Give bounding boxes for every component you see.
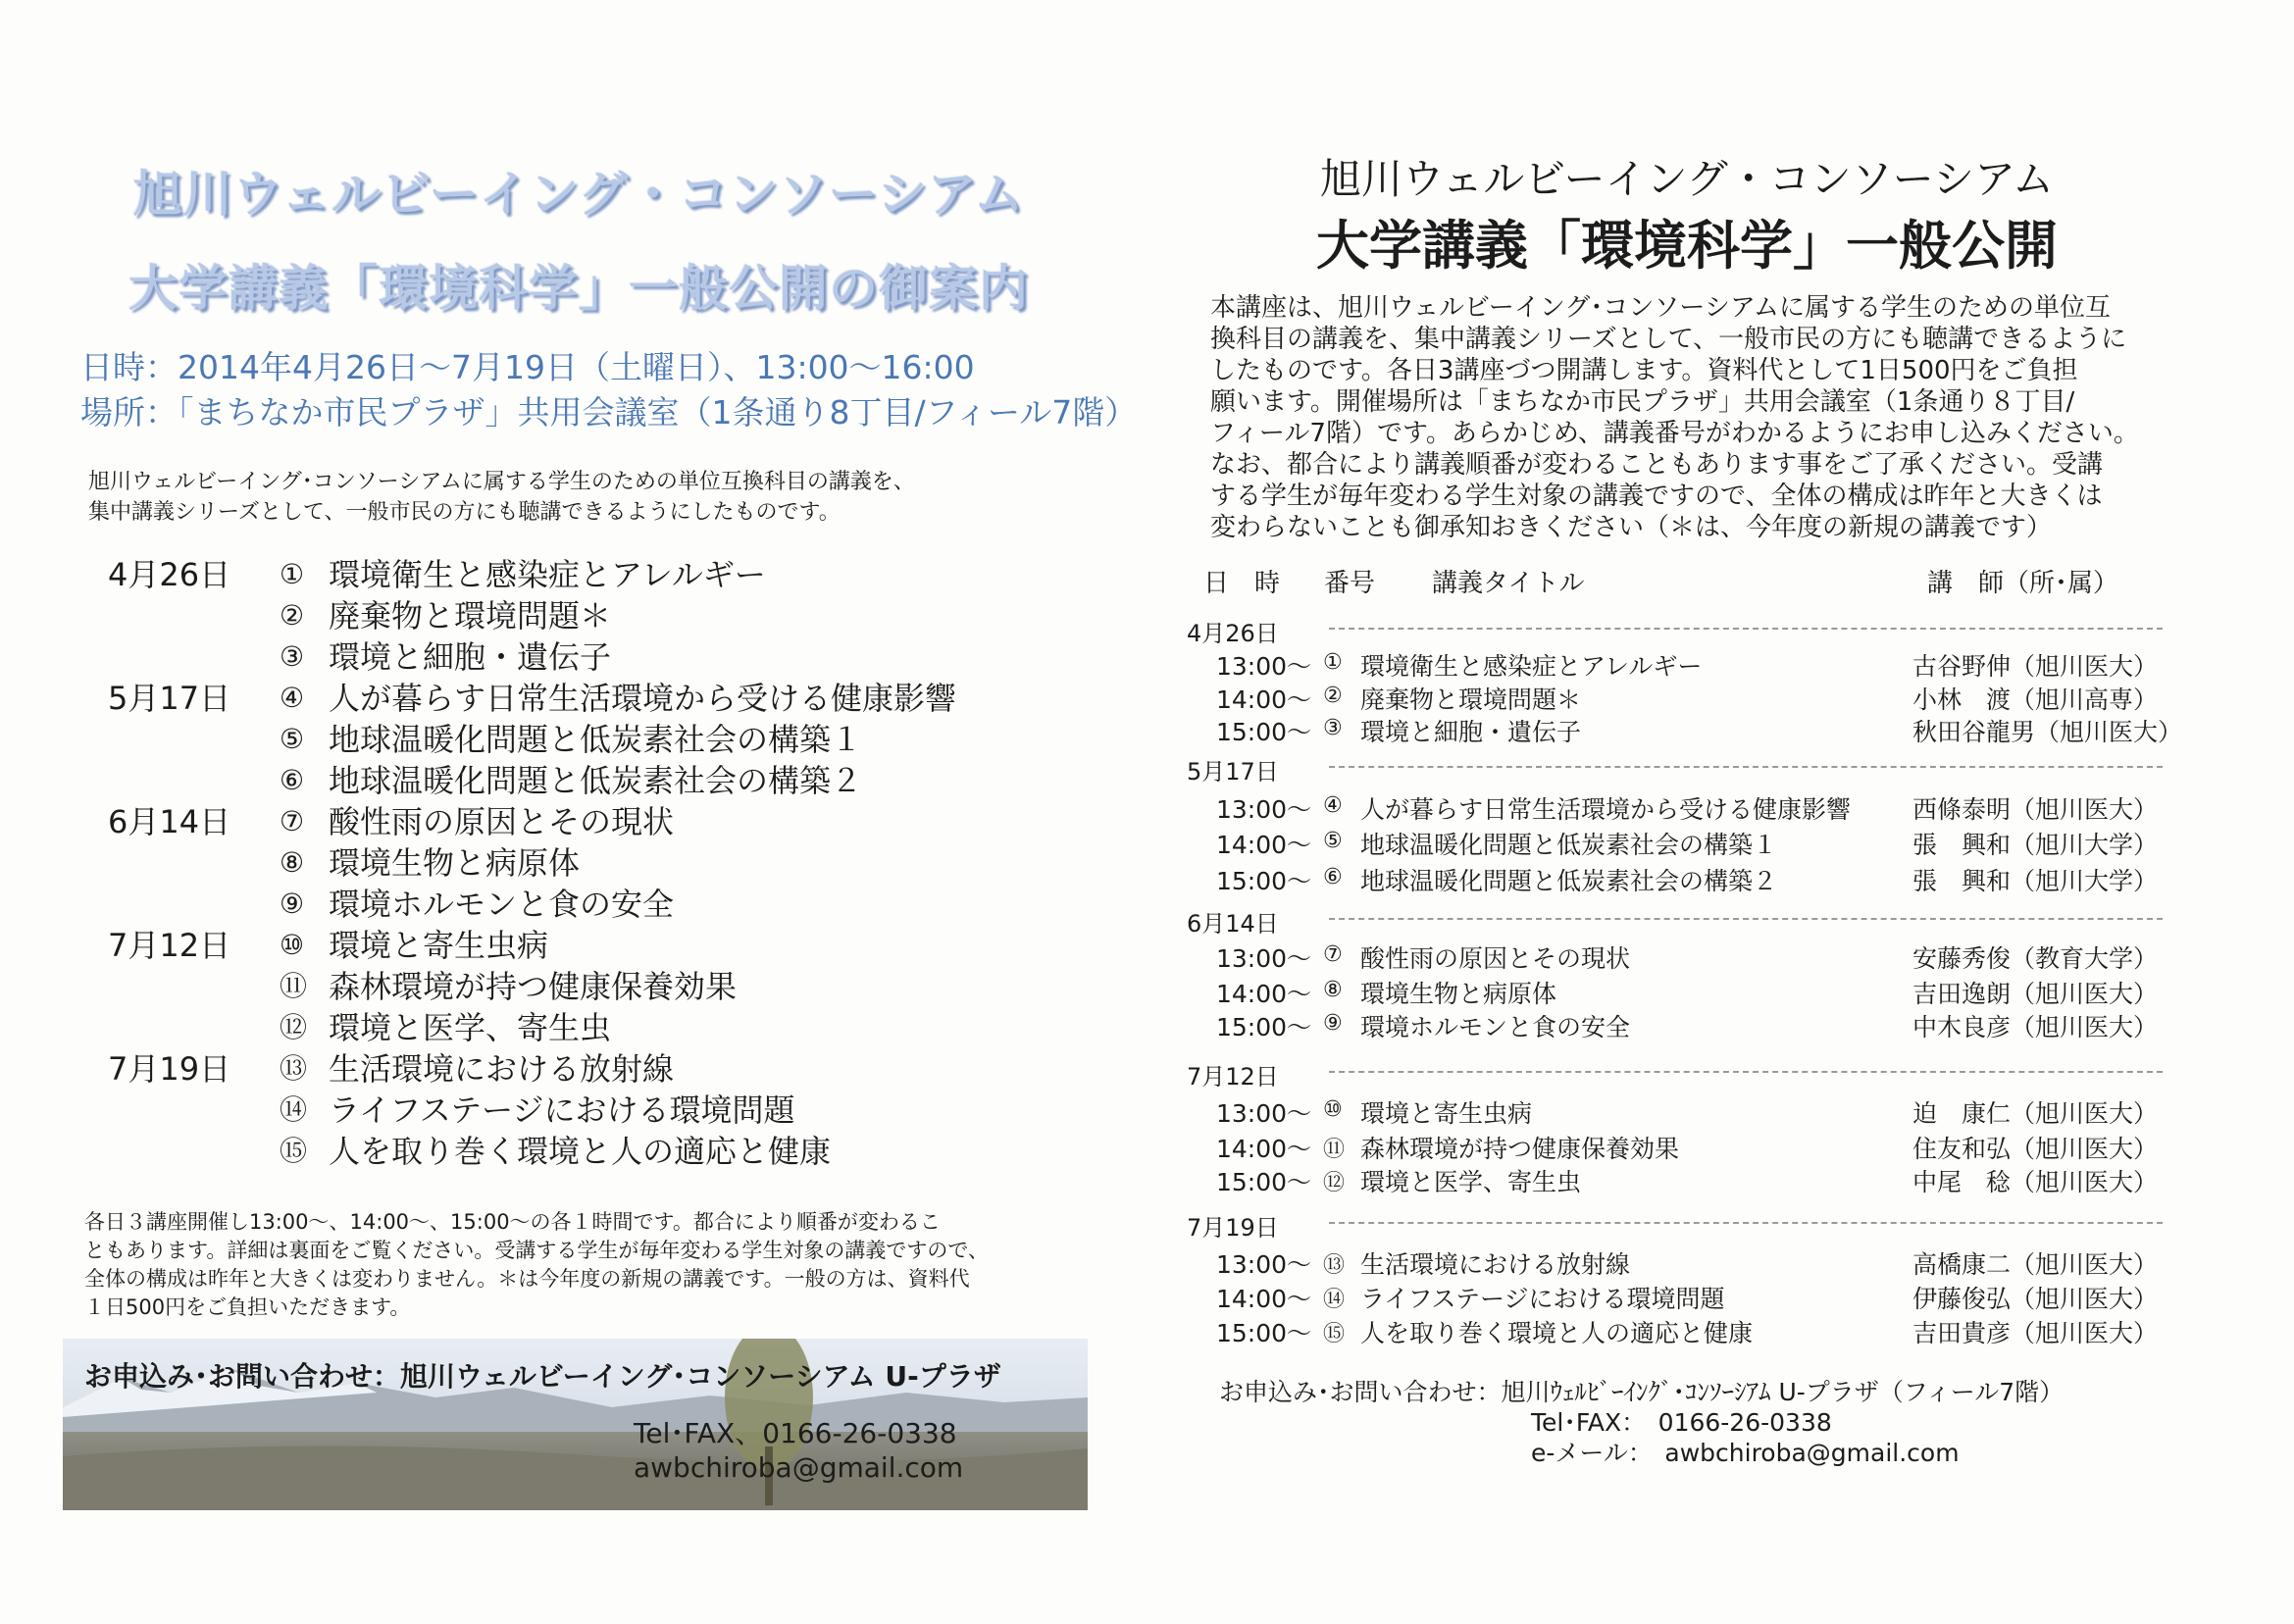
row-title: 生活環境における放射線	[1360, 1250, 1631, 1279]
lecture-title: 環境と寄生虫病	[329, 927, 549, 964]
row-number: ⑭	[1323, 1288, 1346, 1312]
table-row	[1208, 681, 2189, 716]
left-schedule-day	[108, 801, 1069, 925]
left-lecture	[280, 925, 737, 966]
row-lecturer: 中木良彦（旭川医大）	[1912, 1013, 2159, 1041]
left-intro-line: 集中講義シリーズとして、一般市民の方にも聴講できるようにしたものです。	[88, 500, 841, 525]
row-number: ⑦	[1323, 942, 1343, 967]
row-time: 14:00〜	[1215, 1285, 1311, 1313]
row-lecturer: 秋田谷龍男（旭川医大）	[1912, 718, 2183, 746]
table-row	[1208, 1245, 2189, 1281]
left-schedule-day	[108, 678, 1069, 801]
lecture-number: ⑦	[280, 805, 305, 837]
row-lecturer: 吉田貴彦（旭川医大）	[1912, 1319, 2159, 1347]
left-note-line: 各日３講座開催し13:00〜、14:00〜、15:00〜の各１時間です。都合により順番が変わるこ	[84, 1210, 941, 1234]
row-time: 15:00〜	[1215, 867, 1311, 895]
right-title: 大学講義「環境科学」一般公開	[1316, 215, 2058, 277]
right-intro-line: したものです。各日3講座づつ開講します。資料代として1日500円をご負担	[1210, 356, 2078, 385]
row-time: 13:00〜	[1215, 652, 1311, 681]
right-contact-email: e-メール： awbchiroba@gmail.com	[1531, 1439, 1960, 1467]
row-lecturer: 安藤秀俊（教育大学）	[1912, 944, 2159, 973]
left-schedule	[108, 554, 1069, 1172]
left-schedule-date: 7月12日	[108, 927, 231, 964]
header-date: 日 時	[1203, 569, 1281, 598]
lecture-title: 地球温暖化問題と低炭素社会の構築１	[329, 721, 863, 758]
row-time: 14:00〜	[1215, 980, 1311, 1008]
row-title: 環境衛生と感染症とアレルギー	[1360, 652, 1703, 681]
left-place: 場所：「まちなか市民プラザ」共用会議室（1条通り8丁目/フィール7階）	[80, 393, 1138, 431]
right-intro-line: なお、都合により講義順番が変わることもあります事をご了承ください。受講	[1210, 450, 2104, 480]
row-time: 13:00〜	[1215, 1099, 1311, 1128]
header-number: 番号	[1324, 569, 1376, 598]
lecture-number: ⑩	[280, 929, 305, 961]
left-title-line1: 旭川ウェルビーイング・コンソーシアム	[132, 166, 1025, 223]
lecture-title: 森林環境が持つ健康保養効果	[329, 968, 738, 1005]
left-contact-tel: Tel･FAX、0166-26-0338	[634, 1417, 957, 1449]
schedule-date: 4月26日	[1187, 620, 1279, 647]
row-time: 14:00〜	[1215, 685, 1311, 714]
row-title: 酸性雨の原因とその現状	[1360, 944, 1631, 973]
left-lecture	[280, 678, 956, 719]
row-lecturer: 迫 康仁（旭川医大）	[1912, 1099, 2159, 1128]
left-schedule-day	[108, 1048, 1069, 1172]
lecture-number: ②	[280, 599, 305, 632]
lecture-title: 酸性雨の原因とその現状	[329, 803, 675, 840]
table-row	[1208, 790, 2189, 826]
left-datetime-block	[80, 345, 1137, 435]
right-intro-line: 換科目の講義を、集中講義シリーズとして、一般市民の方にも聴講できるように	[1210, 325, 2127, 354]
left-lecture	[280, 636, 766, 678]
divider	[1329, 766, 2163, 768]
left-lecture	[280, 1007, 737, 1048]
lecture-number: ⑤	[280, 723, 305, 755]
schedule-date: 6月14日	[1187, 910, 1279, 938]
row-title: 森林環境が持つ健康保養効果	[1360, 1135, 1680, 1163]
left-lecture	[280, 1048, 831, 1090]
table-row	[1208, 1130, 2189, 1165]
row-number: ⑪	[1323, 1138, 1346, 1162]
table-row	[1208, 1094, 2189, 1130]
row-lecturer: 吉田逸朗（旭川医大）	[1912, 980, 2159, 1008]
right-intro-line: フィール7階）です。あらかじめ、講義番号がわかるようにお申し込みください。	[1210, 419, 2139, 448]
right-intro	[1210, 292, 2152, 543]
left-lecture	[280, 554, 766, 595]
lecture-number: ⑭	[280, 1093, 308, 1126]
lecture-title: 生活環境における放射線	[329, 1050, 675, 1088]
right-intro-line: 変わらないことも御承知おきください（＊は、今年度の新規の講義です）	[1210, 513, 2053, 542]
left-lecture	[280, 595, 766, 636]
lecture-number: ④	[280, 682, 305, 714]
table-row	[1208, 1280, 2189, 1315]
left-intro-line: 旭川ウェルビーイング･コンソーシアムに属する学生のための単位互換科目の講義を、	[88, 470, 915, 494]
row-lecturer: 張 興和（旭川大学）	[1912, 831, 2159, 859]
row-lecturer: 伊藤俊弘（旭川医大）	[1912, 1285, 2159, 1313]
row-number: ③	[1323, 716, 1343, 740]
row-time: 15:00〜	[1215, 1013, 1311, 1041]
left-contact-heading: お申込み･お問い合わせ：旭川ウェルビーイング･コンソーシアム U-プラザ	[84, 1360, 1001, 1393]
row-number: ⑤	[1323, 829, 1343, 853]
row-number: ⑨	[1323, 1011, 1343, 1036]
left-contact	[84, 1355, 1075, 1484]
left-lecture	[280, 801, 674, 842]
left-note-line: １日500円をご負担いただきます。	[84, 1295, 411, 1319]
row-lecturer: 中尾 稔（旭川医大）	[1912, 1168, 2159, 1196]
right-intro-line: する学生が毎年変わる学生対象の講義ですので、全体の構成は昨年と大きくは	[1210, 482, 2103, 511]
left-note	[84, 1208, 1075, 1322]
schedule-table-header	[1201, 563, 2182, 596]
table-row	[1208, 975, 2189, 1010]
row-number: ①	[1323, 650, 1343, 675]
lecture-number: ⑧	[280, 846, 305, 879]
row-number: ⑮	[1323, 1322, 1346, 1346]
row-time: 13:00〜	[1215, 1250, 1311, 1279]
lecture-title: ライフステージにおける環境問題	[329, 1091, 795, 1129]
right-contact-tel: Tel･FAX： 0166-26-0338	[1531, 1408, 1832, 1437]
table-row	[1208, 1008, 2189, 1043]
row-time: 14:00〜	[1215, 1135, 1311, 1163]
lecture-title: 環境と細胞・遺伝子	[329, 638, 612, 676]
table-row	[1208, 826, 2189, 861]
row-lecturer: 古谷野伸（旭川医大）	[1912, 652, 2159, 681]
left-intro	[88, 467, 1069, 528]
lecture-title: 環境生物と病原体	[329, 844, 581, 882]
lecture-title: 廃棄物と環境問題＊	[329, 597, 612, 634]
left-schedule-date: 4月26日	[108, 556, 231, 593]
lecture-title: 地球温暖化問題と低炭素社会の構築２	[329, 762, 863, 799]
lecture-title: 環境衛生と感染症とアレルギー	[329, 556, 766, 593]
left-note-line: 全体の構成は昨年と大きくは変わりません。＊は今年度の新規の講義です。一般の方は、資料代	[84, 1267, 970, 1291]
row-number: ④	[1323, 793, 1343, 818]
right-intro-line: 願います。開催場所は「まちなか市民プラザ」共用会議室（1条通り８丁目/	[1210, 387, 2075, 417]
lecture-number: ⑨	[280, 888, 305, 920]
table-row	[1208, 647, 2189, 683]
lecture-title: 環境と医学、寄生虫	[329, 1009, 612, 1046]
schedule-date: 5月17日	[1187, 758, 1279, 786]
row-time: 15:00〜	[1215, 1168, 1311, 1196]
table-row	[1208, 1314, 2189, 1349]
lecture-number: ⑮	[280, 1135, 308, 1167]
divider	[1329, 918, 2163, 920]
left-lecture	[280, 760, 956, 801]
row-time: 13:00〜	[1215, 944, 1311, 973]
row-title: 環境ホルモンと食の安全	[1360, 1013, 1631, 1041]
lecture-number: ①	[280, 558, 305, 590]
table-row	[1208, 939, 2189, 975]
row-lecturer: 高橋康二（旭川医大）	[1912, 1250, 2159, 1279]
lecture-number: ⑫	[280, 1011, 308, 1043]
schedule-date: 7月19日	[1187, 1214, 1279, 1242]
left-schedule-date: 5月17日	[108, 680, 231, 717]
row-time: 13:00〜	[1215, 795, 1311, 824]
right-contact	[1219, 1377, 2161, 1468]
row-number: ⑧	[1323, 978, 1343, 1002]
table-row	[1208, 862, 2189, 897]
row-title: 人が暮らす日常生活環境から受ける健康影響	[1360, 795, 1852, 824]
right-contact-heading: お申込み･お問い合わせ：旭川ｳｪﾙﾋﾞｰｲﾝｸﾞ･ｺﾝｿｰｼｱﾑ U-プラザ（フィール7階）	[1219, 1378, 2065, 1406]
left-title-block	[88, 147, 1069, 335]
lecture-number: ⑥	[280, 764, 305, 796]
right-org-name: 旭川ウェルビーイング・コンソーシアム	[1319, 155, 2055, 203]
left-lecture	[280, 966, 737, 1007]
row-lecturer: 西條泰明（旭川医大）	[1912, 795, 2159, 824]
row-lecturer: 小林 渡（旭川高専）	[1912, 685, 2159, 714]
left-datetime: 日時：2014年4月26日〜7月19日（土曜日）、13:00〜16:00	[80, 348, 975, 386]
left-lecture	[280, 842, 674, 884]
row-number: ⑩	[1323, 1097, 1343, 1122]
lecture-title: 環境ホルモンと食の安全	[329, 886, 675, 923]
schedule-date: 7月12日	[1187, 1063, 1279, 1091]
left-lecture	[280, 1131, 831, 1172]
table-row	[1208, 713, 2189, 748]
left-contact-email: awbchiroba@gmail.com	[634, 1451, 964, 1484]
lecture-number: ⑪	[280, 970, 308, 1002]
row-title: 環境と医学、寄生虫	[1360, 1168, 1582, 1196]
left-schedule-date: 7月19日	[108, 1050, 231, 1088]
row-time: 15:00〜	[1215, 1319, 1311, 1347]
row-title: 環境生物と病原体	[1360, 980, 1557, 1008]
row-number: ⑥	[1323, 865, 1343, 889]
row-title: 環境と寄生虫病	[1360, 1099, 1533, 1128]
divider	[1329, 1071, 2163, 1073]
header-title: 講義タイトル	[1432, 569, 1585, 598]
left-lecture	[280, 884, 674, 925]
left-schedule-day	[108, 554, 1069, 678]
lecture-number: ③	[280, 640, 305, 673]
header-lecturer: 講 師（所･属）	[1927, 569, 2119, 598]
lecture-number: ⑬	[280, 1052, 308, 1085]
left-lecture	[280, 719, 956, 760]
divider	[1329, 1222, 2163, 1224]
row-title: 地球温暖化問題と低炭素社会の構築２	[1360, 867, 1778, 895]
row-number: ⑫	[1323, 1171, 1346, 1195]
row-title: 人を取り巻く環境と人の適応と健康	[1360, 1319, 1754, 1347]
right-intro-line: 本講座は、旭川ウェルビーイング･コンソーシアムに属する学生のための単位互	[1210, 293, 2112, 323]
row-time: 14:00〜	[1215, 831, 1311, 859]
left-note-line: ともあります。詳細は裏面をご覧ください。受講する学生が毎年変わる学生対象の講義ですので、	[84, 1239, 989, 1262]
left-schedule-date: 6月14日	[108, 803, 231, 840]
lecture-title: 人が暮らす日常生活環境から受ける健康影響	[329, 680, 957, 717]
row-title: ライフステージにおける環境問題	[1360, 1285, 1725, 1313]
row-number: ⑬	[1323, 1253, 1346, 1278]
divider	[1329, 628, 2163, 630]
row-time: 15:00〜	[1215, 718, 1311, 746]
row-lecturer: 住友和弘（旭川医大）	[1912, 1135, 2159, 1163]
row-title: 廃棄物と環境問題＊	[1360, 685, 1582, 714]
row-number: ②	[1323, 684, 1343, 708]
left-lecture	[280, 1090, 831, 1131]
row-lecturer: 張 興和（旭川大学）	[1912, 867, 2159, 895]
row-title: 環境と細胞・遺伝子	[1360, 718, 1582, 746]
lecture-title: 人を取り巻く環境と人の適応と健康	[329, 1133, 832, 1170]
table-row	[1208, 1163, 2189, 1198]
left-schedule-day	[108, 925, 1069, 1048]
row-title: 地球温暖化問題と低炭素社会の構築１	[1360, 831, 1778, 859]
left-title-line2: 大学講義「環境科学」一般公開の御案内	[128, 260, 1029, 317]
